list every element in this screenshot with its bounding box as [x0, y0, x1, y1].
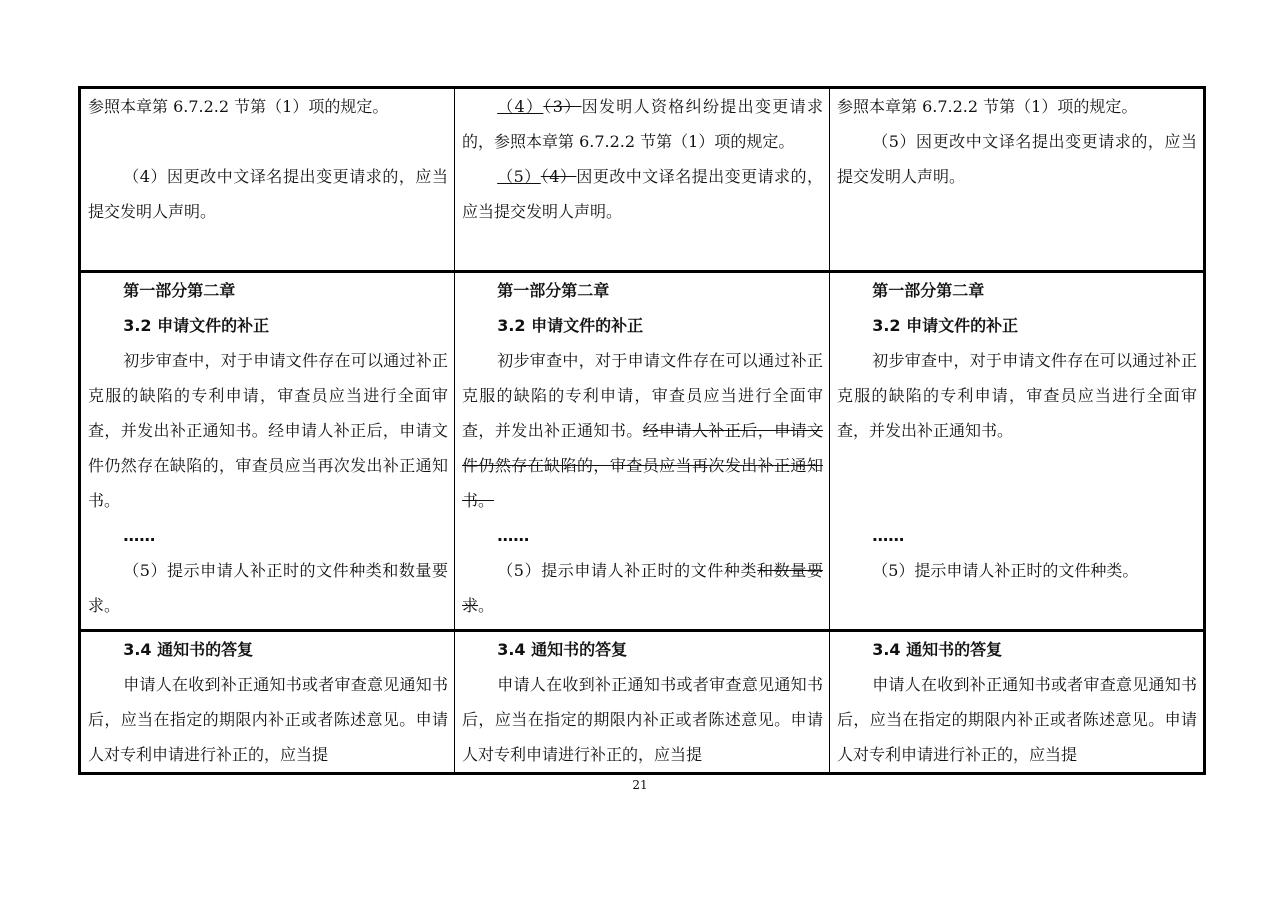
table-row — [80, 631, 1205, 774]
deleted-text: 和数量要求 — [462, 561, 823, 615]
paragraph: 初步审查中，对于申请文件存在可以通过补正克服的缺陷的专利申请，审查员应当进行全面审查，并发出补正通知书。 — [837, 351, 1197, 440]
deleted-text: （3） — [543, 97, 582, 116]
inserted-text: （5） — [497, 167, 541, 186]
section-heading: 3.2 申请文件的补正 — [123, 316, 270, 335]
section-heading: 3.2 申请文件的补正 — [872, 316, 1019, 335]
paragraph: 参照本章第 6.7.2.2 节第（1）项的规定。 — [88, 97, 389, 116]
paragraph — [462, 553, 823, 623]
ellipsis: …… — [872, 526, 905, 545]
paragraph-text: （5）提示申请人补正时的文件种类 — [497, 561, 758, 580]
section-heading: 3.4 通知书的答复 — [123, 640, 254, 659]
cell-final — [830, 272, 1205, 631]
paragraph: 申请人在收到补正通知书或者审查意见通知书后，应当在指定的期限内补正或者陈述意见。申请人对专利申请进行补正的，应当提 — [837, 675, 1197, 764]
paragraph-text: 因发明人资格纠纷提出变更请求的，参照本章第 6.7.2.2 节第（1）项的规定。 — [462, 97, 823, 151]
table-row — [80, 272, 1205, 631]
cell-final — [830, 88, 1205, 272]
paragraph: （5）提示申请人补正时的文件种类。 — [872, 561, 1139, 580]
deleted-text: 经申请人补正后，申请文件仍然存在缺陷的，审查员应当再次发出补正通知书。 — [462, 421, 823, 510]
cell-original — [80, 272, 455, 631]
cell-revision — [455, 272, 830, 631]
chapter-heading: 第一部分第二章 — [123, 281, 236, 300]
cell-revision — [455, 631, 830, 774]
ellipsis: …… — [497, 526, 530, 545]
paragraph — [462, 159, 823, 229]
cell-original — [80, 631, 455, 774]
paragraph — [462, 343, 823, 518]
chapter-heading: 第一部分第二章 — [497, 281, 610, 300]
paragraph: 申请人在收到补正通知书或者审查意见通知书后，应当在指定的期限内补正或者陈述意见。申请人对专利申请进行补正的，应当提 — [88, 675, 448, 764]
table-row — [80, 88, 1205, 272]
paragraph: 申请人在收到补正通知书或者审查意见通知书后，应当在指定的期限内补正或者陈述意见。申请人对专利申请进行补正的，应当提 — [462, 675, 823, 764]
ellipsis: …… — [123, 526, 156, 545]
deleted-text: （4） — [540, 167, 577, 186]
section-heading: 3.2 申请文件的补正 — [497, 316, 644, 335]
page-number: 21 — [632, 778, 648, 792]
paragraph: 初步审查中，对于申请文件存在可以通过补正克服的缺陷的专利申请，审查员应当进行全面审查，并发出补正通知书。经申请人补正后，申请文件仍然存在缺陷的，审查员应当再次发出补正通知书。 — [88, 351, 448, 510]
paragraph — [462, 89, 823, 159]
paragraph: 参照本章第 6.7.2.2 节第（1）项的规定。 — [837, 97, 1138, 116]
paragraph: （5）提示申请人补正时的文件种类和数量要求。 — [88, 561, 448, 615]
cell-final — [830, 631, 1205, 774]
section-heading: 3.4 通知书的答复 — [497, 640, 628, 659]
paragraph-text: 初步审查中，对于申请文件存在可以通过补正克服的缺陷的专利申请，审查员应当进行全面审查，并发出补正通知书。 — [462, 351, 823, 440]
cell-original — [80, 88, 455, 272]
paragraph: （5）因更改中文译名提出变更请求的，应当提交发明人声明。 — [837, 132, 1197, 186]
section-heading: 3.4 通知书的答复 — [872, 640, 1003, 659]
cell-revision — [455, 88, 830, 272]
comparison-table — [78, 86, 1206, 775]
paragraph-text: 因更改中文译名提出变更请求的，应当提交发明人声明。 — [462, 167, 823, 221]
inserted-text: （4） — [497, 97, 544, 116]
chapter-heading: 第一部分第二章 — [872, 281, 985, 300]
paragraph-text: 。 — [478, 596, 495, 615]
paragraph: （4）因更改中文译名提出变更请求的，应当提交发明人声明。 — [88, 167, 448, 221]
